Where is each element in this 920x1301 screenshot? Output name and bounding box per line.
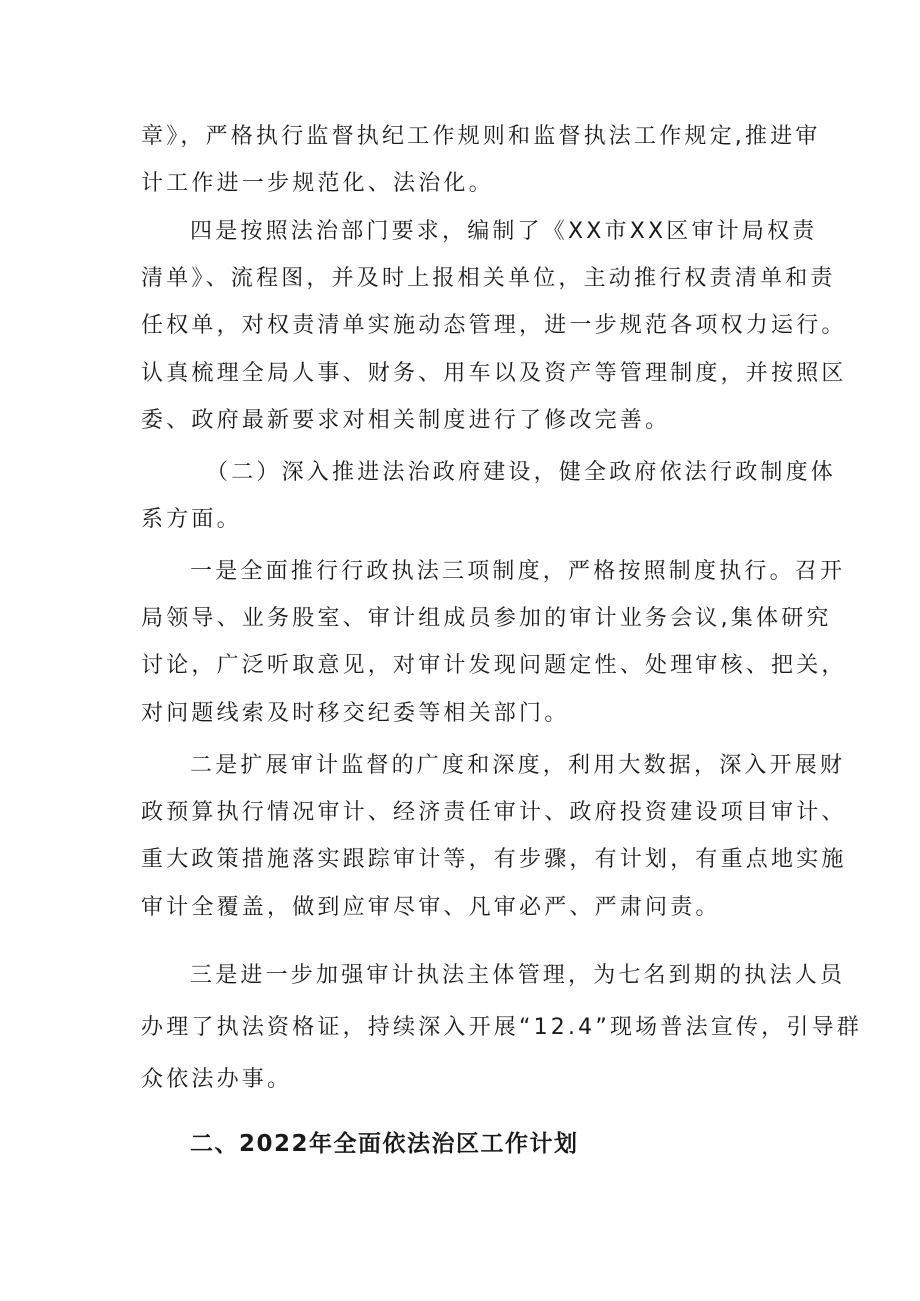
paragraph-line: 众依法办事。 [141, 1067, 293, 1092]
section-heading: 二、2022年全面依法治区工作计划 [190, 1131, 579, 1157]
section-subheading-line: （二）深入推进法治政府建设，健全政府依法行政制度体 [206, 460, 837, 485]
paragraph-line: 政预算执行情况审计、经济责任审计、政府投资建设项目审计、 [141, 800, 847, 825]
paragraph-line: 一是全面推行行政执法三项制度，严格按照制度执行。召开 [190, 559, 846, 584]
paragraph-line: 清单》、流程图，并及时上报相关单位，主动推行权责清单和责 [141, 266, 836, 291]
paragraph-line: 重大政策措施落实跟踪审计等，有步骤，有计划，有重点地实施 [141, 847, 847, 872]
paragraph-line: 认真梳理全局人事、财务、用车以及资产等管理制度，并按照区 [141, 361, 847, 386]
paragraph-line: 审计全覆盖，做到应审尽审、凡审必严、严肃问责。 [141, 895, 721, 920]
paragraph-line: 章》，严格执行监督执纪工作规则和监督执法工作规定,推进审 [141, 124, 821, 149]
paragraph-line: 任权单，对权责清单实施动态管理，进一步规范各项权力运行。 [141, 313, 847, 338]
paragraph-line: 办理了执法资格证，持续深入开展“12.4”现场普法宣传，引导群 [141, 1015, 862, 1040]
paragraph-line: 讨论，广泛听取意见，对审计发现问题定性、处理审核、把关， [141, 653, 847, 678]
paragraph-line: 委、政府最新要求对相关制度进行了修改完善。 [141, 408, 671, 433]
paragraph-line: 对问题线索及时移交纪委等相关部门。 [141, 701, 570, 726]
paragraph-line: 局领导、业务股室、审计组成员参加的审计业务会议,集体研究 [141, 606, 832, 631]
paragraph-line: 二是扩展审计监督的广度和深度，利用大数据，深入开展财 [190, 753, 846, 778]
section-subheading-line: 系方面。 [141, 507, 242, 532]
paragraph-line: 四是按照法治部门要求，编制了《XX市XX区审计局权责 [190, 219, 818, 244]
paragraph-line: 三是进一步加强审计执法主体管理，为七名到期的执法人员 [190, 963, 846, 988]
paragraph-line: 计工作进一步规范化、法治化。 [141, 171, 494, 196]
